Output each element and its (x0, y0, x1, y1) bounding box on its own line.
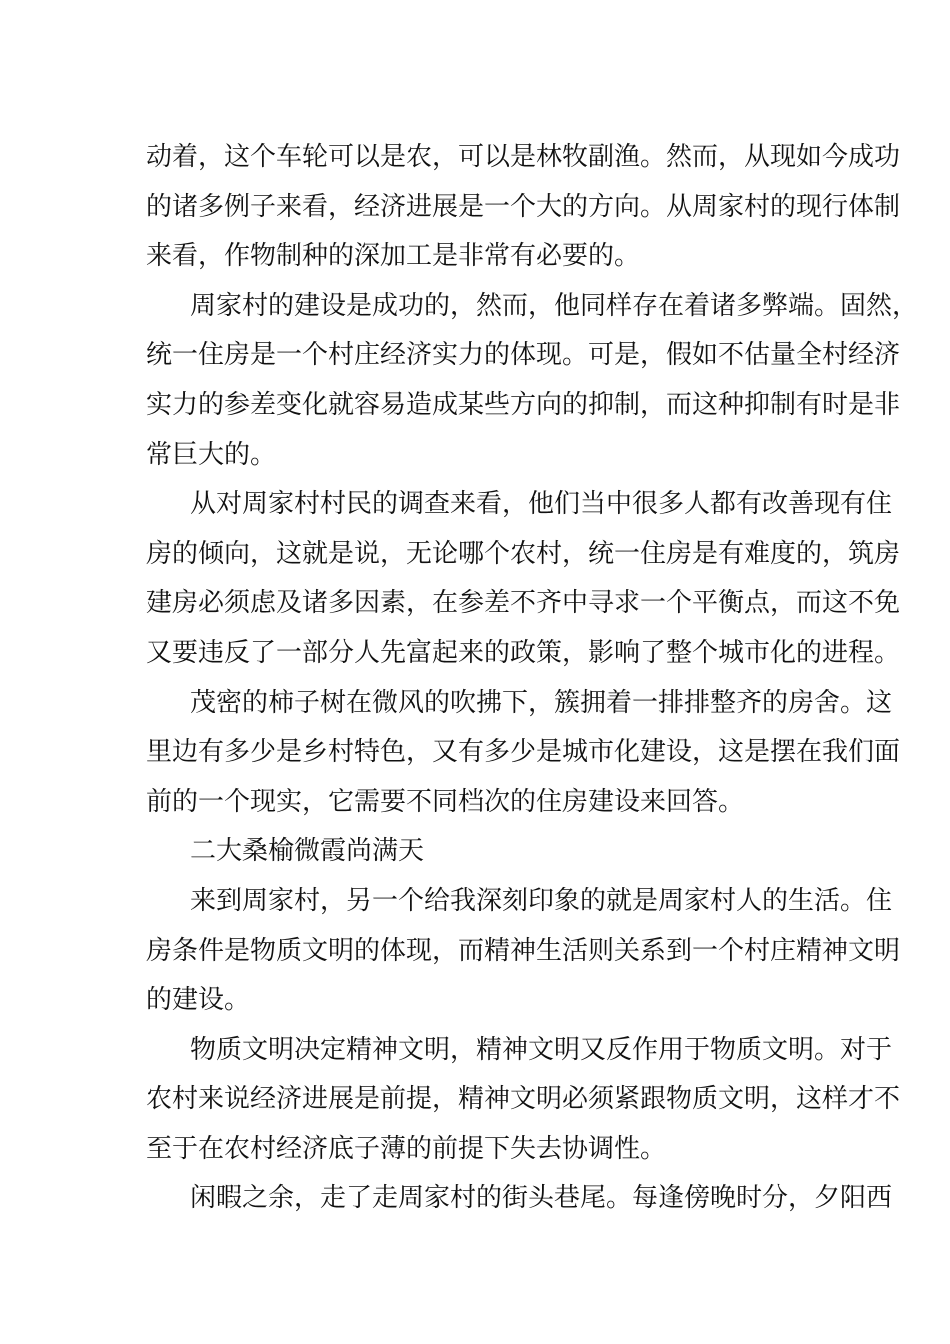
text-line: 的诸多例子来看，经济进展是一个大的方向。从周家村的现行体制 (146, 191, 901, 222)
paragraph-first-line: 从对周家村村民的调查来看，他们当中很多人都有改善现有住 (190, 489, 893, 520)
section-heading: 二大桑榆微霞尚满天 (190, 836, 425, 867)
text-line: 农村来说经济进展是前提，精神文明必须紧跟物质文明，这样才不 (146, 1084, 901, 1115)
text-line: 里边有多少是乡村特色，又有多少是城市化建设，这是摆在我们面 (146, 737, 901, 768)
paragraph-first-line: 茂密的柿子树在微风的吹拂下，簇拥着一排排整齐的房舍。这 (190, 687, 893, 718)
text-line: 至于在农村经济底子薄的前提下失去协调性。 (146, 1133, 667, 1164)
paragraph-first-line: 周家村的建设是成功的，然而，他同样存在着诸多弊端。固然， (190, 290, 919, 321)
text-line: 又要违反了一部分人先富起来的政策，影响了整个城市化的进程。 (146, 637, 901, 668)
paragraph-first-line: 物质文明决定精神文明，精神文明又反作用于物质文明。对于 (190, 1034, 893, 1065)
text-line: 来看，作物制种的深加工是非常有必要的。 (146, 241, 641, 272)
text-line: 常巨大的。 (146, 439, 277, 470)
text-line: 实力的参差变化就容易造成某些方向的抑制，而这种抑制有时是非 (146, 389, 901, 420)
paragraph-first-line: 来到周家村，另一个给我深刻印象的就是周家村人的生活。住 (190, 885, 893, 916)
document-body (146, 133, 919, 1224)
text-line: 房条件是物质文明的体现，而精神生活则关系到一个村庄精神文明 (146, 935, 901, 966)
text-line: 房的倾向，这就是说，无论哪个农村，统一住房是有难度的，筑房 (146, 538, 901, 569)
text-line: 建房必须虑及诸多因素，在参差不齐中寻求一个平衡点，而这不免 (146, 588, 901, 619)
text-line: 动着，这个车轮可以是农，可以是林牧副渔。然而，从现如今成功 (146, 142, 901, 172)
text-line: 的建设。 (146, 985, 251, 1016)
text-line: 统一住房是一个村庄经济实力的体现。可是，假如不估量全村经济 (146, 340, 901, 371)
paragraph-first-line: 闲暇之余，走了走周家村的街头巷尾。每逢傍晚时分，夕阳西 (190, 1183, 893, 1214)
text-line: 前的一个现实，它需要不同档次的住房建设来回答。 (146, 786, 745, 817)
